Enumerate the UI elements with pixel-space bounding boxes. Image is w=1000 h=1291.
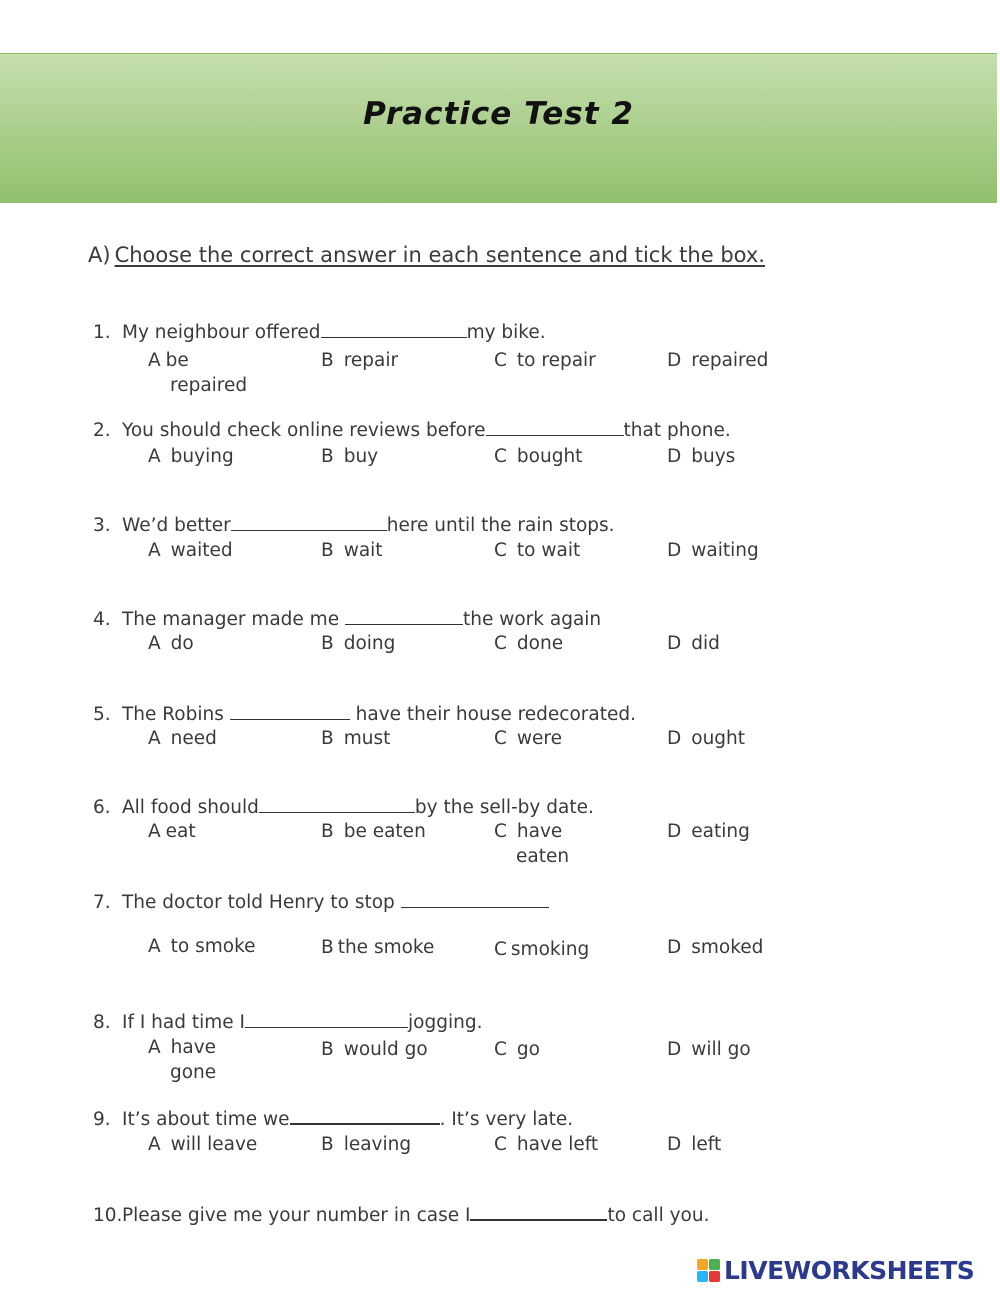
option-letter: A	[148, 350, 161, 371]
question-text-after: by the sell-by date.	[414, 797, 594, 818]
option-text: waiting	[691, 540, 759, 561]
option-d[interactable]	[667, 1132, 721, 1157]
option-text: go	[516, 1039, 540, 1060]
option-b[interactable]	[321, 1132, 411, 1157]
option-text: eating	[691, 821, 750, 842]
option-letter: B	[321, 633, 334, 654]
liveworksheets-logo-icon	[697, 1259, 720, 1282]
option-c[interactable]	[494, 1132, 598, 1157]
question-stem	[93, 609, 601, 630]
question-text-after: my bike.	[466, 322, 546, 343]
answer-blank[interactable]	[245, 1013, 408, 1028]
option-letter: C	[494, 821, 507, 842]
question-text-before: You should check online reviews before	[122, 420, 486, 441]
option-text: doing	[343, 633, 396, 654]
answer-blank[interactable]	[230, 705, 350, 720]
question-text-before: Please give me your number in case I	[122, 1205, 471, 1226]
option-b[interactable]	[321, 444, 378, 469]
option-a[interactable]	[148, 726, 217, 751]
option-text: to repair	[516, 350, 596, 371]
question-number: 9.	[93, 1109, 111, 1130]
option-letter: D	[667, 1039, 682, 1060]
option-b[interactable]	[321, 819, 426, 844]
question-text-before: The doctor told Henry to stop	[122, 892, 401, 913]
option-text: did	[691, 633, 720, 654]
answer-blank[interactable]	[321, 323, 467, 338]
question-stem	[93, 1109, 573, 1130]
option-c[interactable]	[494, 631, 563, 656]
option-letter: A	[148, 1134, 161, 1155]
option-c[interactable]	[494, 726, 562, 751]
option-b[interactable]	[321, 538, 383, 563]
option-a[interactable]	[148, 1035, 216, 1085]
option-letter: A	[148, 936, 161, 957]
question-stem	[93, 704, 636, 725]
option-text: repair	[343, 350, 399, 371]
option-letter: D	[667, 350, 682, 371]
option-letter: B	[321, 1039, 334, 1060]
option-d[interactable]	[667, 1037, 751, 1062]
question-stem	[93, 515, 615, 536]
option-text: must	[343, 728, 391, 749]
option-text: have	[516, 821, 563, 842]
option-c[interactable]	[494, 348, 596, 373]
option-letter: D	[667, 540, 682, 561]
option-text-continued: gone	[170, 1062, 217, 1083]
question-number: 5.	[93, 704, 111, 725]
option-letter: D	[667, 1134, 682, 1155]
option-text: left	[691, 1134, 722, 1155]
option-b[interactable]	[321, 631, 395, 656]
option-letter: B	[321, 540, 334, 561]
section-label: A)	[88, 243, 111, 267]
question-number: 1.	[93, 322, 111, 343]
option-letter: A	[148, 633, 161, 654]
option-letter: B	[321, 937, 334, 958]
option-text: will leave	[170, 1134, 258, 1155]
option-letter: B	[321, 821, 334, 842]
question-stem	[93, 322, 546, 343]
question-text-before: We’d better	[122, 515, 231, 536]
option-letter: B	[321, 1134, 334, 1155]
option-text: waited	[170, 540, 233, 561]
answer-blank[interactable]	[486, 421, 624, 436]
option-d[interactable]	[667, 935, 763, 960]
option-text: be	[165, 350, 189, 371]
question-number: 2.	[93, 420, 111, 441]
option-text: smoking	[510, 939, 590, 960]
option-letter: C	[494, 939, 507, 960]
option-c[interactable]	[494, 1037, 540, 1062]
question-number: 4.	[93, 609, 111, 630]
question-text-after: jogging.	[408, 1012, 483, 1033]
option-text: leaving	[343, 1134, 412, 1155]
option-a[interactable]	[148, 631, 194, 656]
option-text: buy	[343, 446, 379, 467]
option-text-continued: eaten	[516, 846, 570, 867]
option-text: eat	[165, 821, 196, 842]
option-d[interactable]	[667, 538, 759, 563]
question-text-after: have their house redecorated.	[349, 704, 636, 725]
option-letter: B	[321, 350, 334, 371]
question-number: 6.	[93, 797, 111, 818]
answer-blank[interactable]	[401, 893, 549, 908]
option-text: wait	[343, 540, 383, 561]
question-number: 10.	[93, 1205, 123, 1226]
question-number: 7.	[93, 892, 111, 913]
logo-square	[697, 1271, 708, 1282]
option-d[interactable]	[667, 444, 735, 469]
option-letter: C	[494, 728, 507, 749]
option-text: repaired	[691, 350, 769, 371]
option-d[interactable]	[667, 726, 745, 751]
option-d[interactable]	[667, 819, 750, 844]
option-a[interactable]	[148, 444, 234, 469]
option-letter: D	[667, 446, 682, 467]
option-text: need	[170, 728, 217, 749]
logo-square	[709, 1271, 720, 1282]
option-text: be eaten	[343, 821, 426, 842]
option-letter: D	[667, 821, 682, 842]
option-text: done	[516, 633, 564, 654]
section-heading	[88, 243, 765, 267]
option-c[interactable]	[494, 937, 589, 962]
option-letter: B	[321, 728, 334, 749]
brand-logo	[697, 1253, 974, 1287]
option-a[interactable]	[148, 934, 256, 959]
option-text: were	[516, 728, 563, 749]
question-text-after: that phone.	[623, 420, 731, 441]
option-b[interactable]	[321, 935, 434, 960]
option-text: have	[170, 1037, 217, 1058]
option-letter: D	[667, 728, 682, 749]
option-b[interactable]	[321, 348, 398, 373]
option-letter: A	[148, 540, 161, 561]
question-text-before: My neighbour offered	[122, 322, 321, 343]
option-a[interactable]	[148, 538, 233, 563]
question-text-before: The Robins	[122, 704, 230, 725]
answer-blank[interactable]	[470, 1205, 607, 1221]
option-letter: C	[494, 540, 507, 561]
question-stem	[93, 1205, 709, 1226]
option-text: the smoke	[337, 937, 435, 958]
question-text-before: It’s about time we	[122, 1109, 290, 1130]
option-a[interactable]	[148, 348, 247, 398]
option-a[interactable]	[148, 819, 196, 844]
option-c[interactable]	[494, 444, 582, 469]
option-text: to wait	[516, 540, 581, 561]
option-text: ought	[691, 728, 746, 749]
option-letter: C	[494, 446, 507, 467]
option-d[interactable]	[667, 631, 720, 656]
option-text: will go	[691, 1039, 751, 1060]
option-letter: C	[494, 1134, 507, 1155]
option-letter: D	[667, 633, 682, 654]
answer-blank[interactable]	[290, 1109, 440, 1125]
question-text-after: . It’s very late.	[439, 1109, 574, 1130]
title-banner	[0, 53, 997, 203]
option-text: have left	[516, 1134, 599, 1155]
option-text: buying	[170, 446, 234, 467]
option-letter: A	[148, 728, 161, 749]
option-text: bought	[516, 446, 583, 467]
page-title: Practice Test 2	[363, 96, 634, 132]
option-text: do	[170, 633, 194, 654]
option-letter: C	[494, 633, 507, 654]
question-stem	[93, 420, 731, 441]
brand-name: LIVEWORKSHEETS	[724, 1255, 975, 1285]
question-text-before: The manager made me	[122, 609, 345, 630]
option-letter: D	[667, 937, 682, 958]
option-text-continued: repaired	[170, 375, 248, 396]
option-letter: C	[494, 1039, 507, 1060]
question-text-after: here until the rain stops.	[386, 515, 615, 536]
question-text-after: to call you.	[607, 1205, 710, 1226]
option-b[interactable]	[321, 1037, 428, 1062]
option-text: buys	[691, 446, 736, 467]
option-b[interactable]	[321, 726, 390, 751]
option-c[interactable]	[494, 538, 580, 563]
option-a[interactable]	[148, 1132, 257, 1157]
option-d[interactable]	[667, 348, 768, 373]
option-text: smoked	[691, 937, 764, 958]
option-text: would go	[343, 1039, 428, 1060]
option-letter: A	[148, 446, 161, 467]
answer-blank[interactable]	[231, 516, 387, 531]
option-letter: A	[148, 1037, 161, 1058]
answer-blank[interactable]	[345, 610, 463, 625]
option-c[interactable]	[494, 819, 569, 869]
option-letter: B	[321, 446, 334, 467]
question-text-after: the work again	[462, 609, 602, 630]
question-text-before: All food should	[122, 797, 259, 818]
question-stem	[93, 1012, 482, 1033]
option-letter: A	[148, 821, 161, 842]
question-stem	[93, 892, 549, 913]
answer-blank[interactable]	[259, 798, 415, 813]
option-text: to smoke	[170, 936, 256, 957]
question-text-before: If I had time I	[122, 1012, 246, 1033]
section-instruction: Choose the correct answer in each sentence and tick the box.	[114, 243, 765, 267]
option-letter: C	[494, 350, 507, 371]
logo-square	[709, 1259, 720, 1270]
question-number: 3.	[93, 515, 111, 536]
logo-square	[697, 1259, 708, 1270]
question-stem	[93, 797, 594, 818]
question-number: 8.	[93, 1012, 111, 1033]
